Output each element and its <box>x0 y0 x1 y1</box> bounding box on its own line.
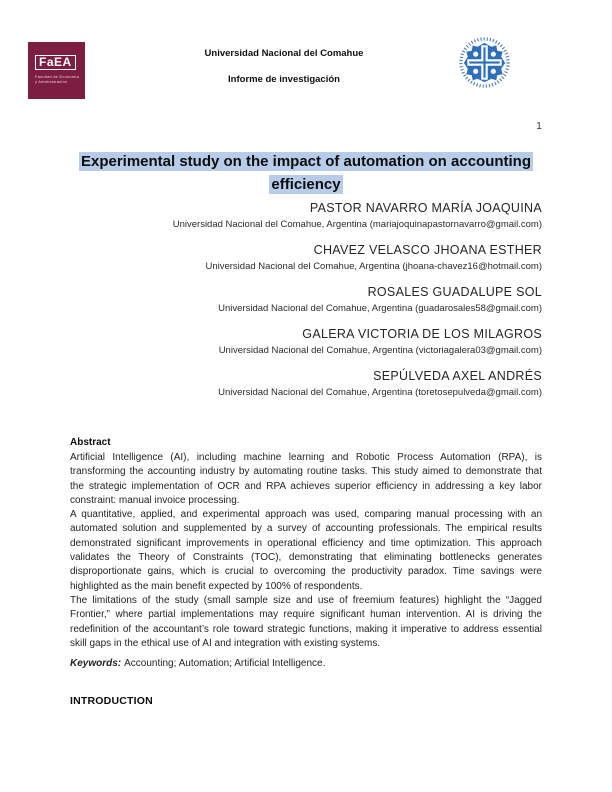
author-entry <box>70 286 542 314</box>
author-name: SEPÚLVEDA AXEL ANDRÉS <box>373 369 542 383</box>
author-entry <box>70 328 542 356</box>
abstract-paragraph-3: The limitations of the study (small sample size and use of freemium features) highlight the “Jagged Frontier,” where partial implementations may require significant human intervention. AI is driving the redefinition of the accountant’s role toward strategic functions, making it imperative to address essential skill gaps in the ethical use of AI and integration with existing systems. <box>70 594 542 649</box>
document-title <box>56 150 556 196</box>
author-affiliation: Universidad Nacional del Comahue, Argentina (jhoana-chavez16@hotmail.com) <box>205 261 542 272</box>
author-name: PASTOR NAVARRO MARÍA JOAQUINA <box>309 201 542 215</box>
abstract-heading: Abstract <box>70 437 111 448</box>
abstract-paragraph-2: A quantitative, applied, and experimental approach was used, comparing manual processing with an automated solution and supplemented by a survey of accounting professionals. The empirical results demonstrated significant improvements in operational efficiency and time optimization. This approach validates the Theory of Constraints (TOC), demonstrating that eliminating bottlenecks generates disproportionate gains, which is crucial to overcoming the productivity paradox. Time savings were highlighted as the main benefit expected by 100% of respondents. <box>70 509 542 592</box>
author-affiliation: Universidad Nacional del Comahue, Argentina (victoriagalera03@gmail.com) <box>218 345 542 356</box>
keywords-line <box>70 658 542 669</box>
title-line1: Experimental study on the impact of automation on accounting <box>80 153 532 170</box>
report-type: Informe de investigación <box>228 74 340 85</box>
page-number: 1 <box>536 120 542 132</box>
page-header <box>56 48 512 85</box>
faea-subtext-line2: y Administración <box>35 79 68 84</box>
abstract-paragraph-1: Artificial Intelligence (AI), including machine learning and Robotic Process Automation (RPA), is transforming the accounting industry by automating routine tasks. This study aimed to demonstrate that the strategic implementation of OCR and RPA achieves superior efficiency in addressing a key labor constraint: manual invoice processing. <box>70 452 542 506</box>
author-name: CHAVEZ VELASCO JHOANA ESTHER <box>313 243 542 257</box>
author-name: ROSALES GUADALUPE SOL <box>367 285 542 299</box>
title-highlight <box>79 152 533 194</box>
keywords-label: Keywords: <box>70 658 122 670</box>
author-affiliation: Universidad Nacional del Comahue, Argentina (guadarosales58@gmail.com) <box>218 303 542 314</box>
keywords-text: Accounting; Automation; Artificial Intelligence. <box>124 658 326 670</box>
title-line2: efficiency <box>271 176 341 193</box>
author-affiliation: Universidad Nacional del Comahue, Argentina (mariajoquinapastornavarro@gmail.com) <box>172 219 542 230</box>
author-entry <box>70 202 542 230</box>
abstract-section <box>70 437 542 669</box>
institution-name: Universidad Nacional del Comahue <box>204 48 364 59</box>
faea-acronym: FaEA <box>35 55 76 70</box>
author-affiliation: Universidad Nacional del Comahue, Argentina (toretosepulveda@gmail.com) <box>218 387 542 398</box>
author-name: GALERA VICTORIA DE LOS MILAGROS <box>302 327 542 341</box>
faea-subtext-line1: Facultad de Economía <box>35 74 80 79</box>
introduction-heading: INTRODUCTION <box>70 695 153 707</box>
author-list <box>70 202 542 412</box>
author-entry <box>70 370 542 398</box>
author-entry <box>70 244 542 272</box>
university-seal-icon <box>457 36 512 91</box>
